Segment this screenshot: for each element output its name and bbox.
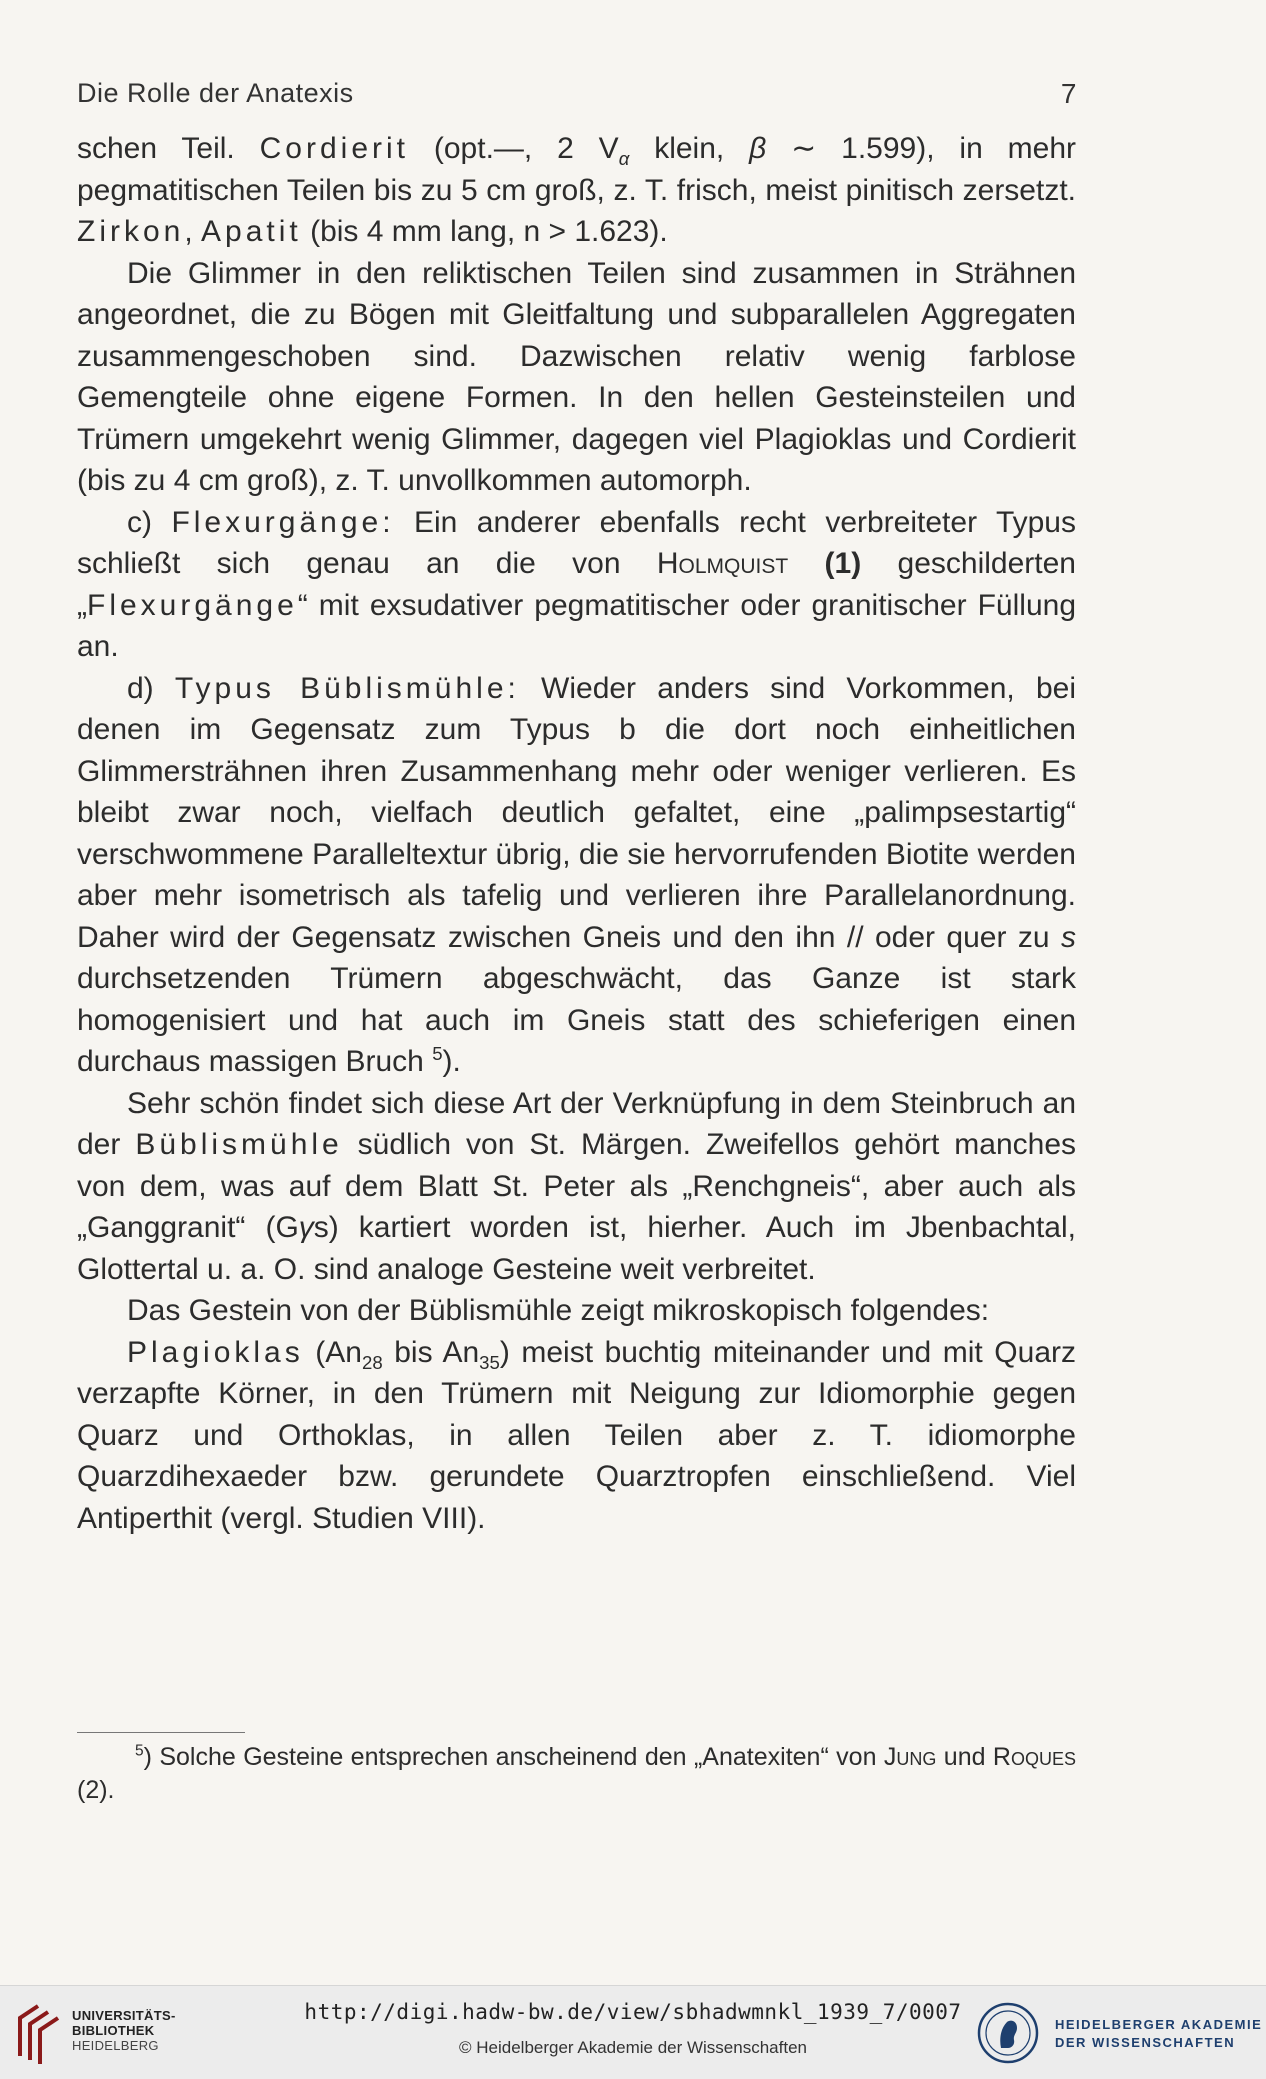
digitization-banner bbox=[0, 1985, 1266, 2079]
permalink-url[interactable]: http://digi.hadw-bw.de/view/sbhadwmnkl_1939_7/0007 bbox=[304, 2000, 962, 2024]
paragraph-2: Die Glimmer in den reliktischen Teilen sind zusammen in Strähnen angeordnet, die zu Bögen mit Gleitfaltung und subparallelen Aggregaten zusammengeschoben sind. Dazwischen relativ wenig farblose Gemengteile ohne eigene Formen. In den hellen Gesteinsteilen und Trümern umgekehrt wenig Glimmer, dagegen viel Plagioklas und Cordierit (bis zu 4 cm groß), z. T. unvollkommen automorph. bbox=[77, 256, 1076, 497]
paragraph-4: d) Typus Büblismühle: Wieder anders sind Vorkommen, bei denen im Gegensatz zum Typus b die dort noch einheitlichen Glimmersträhnen ihren Zusammenhang mehr oder weniger verlieren. Es bleibt zwar noch, vielfach deutlich gefaltet, eine „palimpsestartig“ verschwommene Paralleltextur übrig, die sie hervorrufenden Biotite werden aber mehr isometrisch als tafelig und verlieren ihre Parallelanordnung. Daher wird der Gegensatz zwischen Gneis und den ihn // oder quer zu s durchsetzenden Trümern abgeschwächt, das Ganze ist stark homogenisiert und hat auch im Gneis statt des schieferigen einen durchaus massigen Bruch $^5$). bbox=[77, 671, 1076, 1078]
paragraph-6: Das Gestein von der Büblismühle zeigt mikroskopisch folgendes: bbox=[127, 1294, 990, 1327]
footnote-divider bbox=[77, 1732, 245, 1733]
author-roques: Roques bbox=[992, 1743, 1076, 1771]
copyright-notice: © Heidelberger Akademie der Wissenschaften bbox=[459, 2038, 807, 2057]
term-apatit: Apatit bbox=[201, 215, 302, 248]
paragraph-1: schen Teil. Cordierit (opt.—, 2 $V_\alpha$ klein, β ∼ 1.599), in mehr pegmatitischen Teilen bis zu 5 cm groß, z. T. frisch, meist pinitisch zersetzt. Zirkon, Apatit (bis 4 mm lang, n > 1.623). bbox=[77, 132, 1076, 248]
author-holmquist: Holmquist bbox=[656, 547, 789, 580]
paragraph-3: c) Flexurgänge: Ein anderer ebenfalls recht verbreiteter Typus schließt sich genau an die von Holmquist (1) geschilderten „Flexurgänge“ mit exsudativer pegmatitischer oder granitischer Füllung an. bbox=[77, 505, 1076, 663]
place-bueblismuehle: Büblismühle bbox=[135, 1128, 343, 1161]
footnote: $^5$) Solche Gesteine entsprechen anscheinend den „Anatexiten“ von Jung und Roques (2). bbox=[77, 1742, 1076, 1804]
paragraph-5: Sehr schön findet sich diese Art der Verknüpfung in dem Steinbruch an der Büblismühle südlich von St. Märgen. Zweifellos gehört manches von dem, was auf dem Blatt St. Peter als „Renchgneis“, aber auch als „Ganggranit“ (Gγs) kartiert worden ist, hierher. Auch im Jbenbachtal, Glottertal u. a. O. sind analoge Gesteine weit verbreitet. bbox=[77, 1086, 1076, 1286]
paragraph-7: Plagioklas ($An_{28}$ bis $An_{35}$) meist buchtig miteinander und mit Quarz verzapfte Körner, in den Trümern mit Neigung zur Idiomorphie gegen Quarz und Orthoklas, in allen Teilen aber z. T. idiomorphe Quarzdihexaeder bzw. gerundete Quarztropfen einschließend. Viel Antiperthit (vergl. Studien VIII). bbox=[77, 1335, 1076, 1535]
running-title: Die Rolle der Anatexis bbox=[77, 78, 354, 108]
page-number: 7 bbox=[1060, 78, 1077, 109]
author-jung: Jung bbox=[883, 1743, 937, 1771]
footnote-reference: 5 bbox=[432, 1043, 443, 1064]
academy-name: HEIDELBERGER AKADEMIE DER WISSENSCHAFTEN bbox=[1055, 2017, 1263, 2050]
university-library-name: UNIVERSITÄTS- BIBLIOTHEK HEIDELBERG bbox=[72, 2008, 176, 2053]
academy-seal-icon bbox=[977, 2002, 1039, 2064]
term-cordierit: Cordierit bbox=[259, 132, 409, 165]
reference-1: (1) bbox=[824, 547, 862, 580]
body-text bbox=[77, 128, 1076, 1539]
term-plagioklas: Plagioklas bbox=[127, 1335, 304, 1369]
footnote-mark: 5 bbox=[135, 1742, 144, 1760]
term-flexurgaenge: Flexurgänge: bbox=[171, 505, 395, 539]
term-zirkon: Zirkon bbox=[77, 215, 185, 248]
term-typus-bueblismuehle: Typus Büblismühle: bbox=[174, 671, 520, 705]
running-head bbox=[77, 78, 1077, 118]
